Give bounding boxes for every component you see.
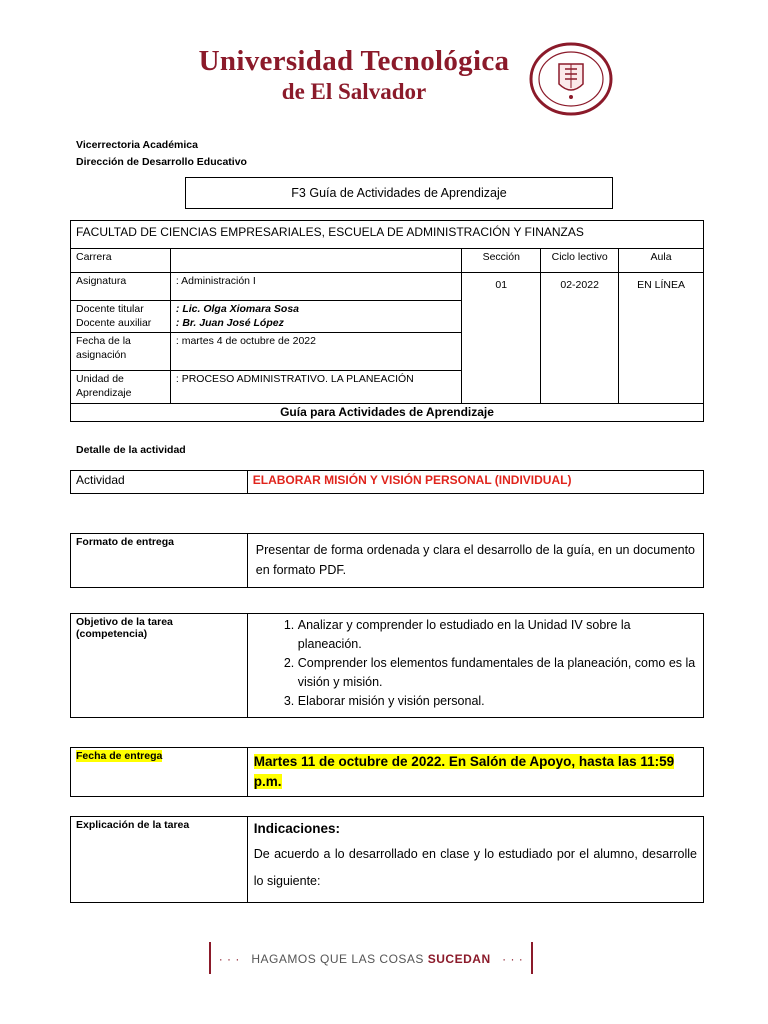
fecha-entrega-table xyxy=(70,747,704,797)
seccion-label: Sección xyxy=(462,249,541,273)
fecha-asignacion-value: : martes 4 de octubre de 2022 xyxy=(170,333,461,371)
ciclo-value: 02-2022 xyxy=(541,273,619,404)
footer-dots-right: · · · xyxy=(502,952,524,966)
fecha-asignacion-label: Fecha de la asignación xyxy=(71,333,171,371)
indicaciones-heading: Indicaciones: xyxy=(253,821,341,836)
asignatura-value: : Administración I xyxy=(170,273,461,301)
direccion-label: Dirección de Desarrollo Educativo xyxy=(76,156,247,169)
fecha-entrega-label: Fecha de entrega xyxy=(76,750,163,762)
footer-slogan xyxy=(212,952,530,966)
carrera-label: Carrera xyxy=(71,249,171,273)
form-title-box xyxy=(185,177,613,209)
fecha-entrega-value: Martes 11 de octubre de 2022. En Salón de Apoyo, hasta las 11:59 p.m. xyxy=(253,754,675,789)
guia-footer: Guía para Actividades de Aprendizaje xyxy=(71,403,704,422)
form-title: F3 Guía de Actividades de Aprendizaje xyxy=(291,186,507,200)
asignatura-label: Asignatura xyxy=(71,273,171,301)
objetivo-label: Objetivo de la tarea (competencia) xyxy=(71,614,248,718)
actividad-label: Actividad xyxy=(71,471,248,494)
objetivo-item: 1. Analizar y comprender lo estudiado en la Unidad IV sobre la planeación. xyxy=(298,616,697,654)
docente-auxiliar-value: Br. Juan José López xyxy=(182,316,284,329)
objetivo-list xyxy=(254,616,697,711)
footer-slogan-text: HAGAMOS QUE LAS COSAS xyxy=(251,952,424,966)
formato-value: Presentar de forma ordenada y clara el desarrollo de la guía, en un documento en formato PDF. xyxy=(247,534,703,588)
vicerrectoria-label: Vicerrectoria Académica xyxy=(76,139,198,151)
course-info-table: FACULTAD DE CIENCIAS EMPRESARIALES, ESCUELA DE ADMINISTRACIÓN Y FINANZAS Carrera Sección Ciclo lectivo Aula Asignatura : Administración I 01 02-2022 EN LÍNEA Docente titular Docente auxiliar : Lic. Olga Xiomara Sosa : Br. Juan José López Fecha de la asignación : martes 4 de octubre de 2022 Unidad de Aprendizaje : PROCESO ADMINISTRATIVO. LA PLANEACIÓN Guía para Actividades de Aprendizaje xyxy=(70,220,704,422)
logo-line1: Universidad Tecnológica xyxy=(198,45,510,77)
aula-label: Aula xyxy=(619,249,704,273)
formato-label: Formato de entrega xyxy=(71,534,248,588)
footer-slogan-emph: SUCEDAN xyxy=(427,952,491,966)
docente-titular-label: Docente titular xyxy=(76,303,144,315)
footer-dots-left: · · · xyxy=(218,952,240,966)
aula-value: EN LÍNEA xyxy=(619,273,704,404)
seccion-value: 01 xyxy=(462,273,541,404)
explicacion-table xyxy=(70,816,704,903)
indicaciones-text: De acuerdo a lo desarrollado en clase y lo estudiado por el alumno, desarrolle lo siguiente: xyxy=(253,847,697,888)
footer-divider-right xyxy=(531,942,533,974)
carrera-value xyxy=(170,249,461,273)
unidad-value: : PROCESO ADMINISTRATIVO. LA PLANEACIÓN xyxy=(170,371,461,403)
formato-table xyxy=(70,533,704,588)
actividad-value: ELABORAR MISIÓN Y VISIÓN PERSONAL (INDIVIDUAL) xyxy=(247,471,703,494)
detalle-heading: Detalle de la actividad xyxy=(76,444,186,456)
objetivo-table xyxy=(70,613,704,718)
docente-auxiliar-label: Docente auxiliar xyxy=(76,316,152,329)
actividad-table xyxy=(70,470,704,494)
docente-titular-value: Lic. Olga Xiomara Sosa xyxy=(182,303,300,315)
unidad-label: Unidad de Aprendizaje xyxy=(71,371,171,403)
ciclo-label: Ciclo lectivo xyxy=(541,249,619,273)
footer-divider-left xyxy=(209,942,211,974)
university-seal-icon xyxy=(528,42,614,116)
logo-line2: de El Salvador xyxy=(281,79,427,104)
objetivo-item: 2. Comprender los elementos fundamentales de la planeación, como es la visión y misión. xyxy=(298,654,697,692)
university-logo-text xyxy=(186,44,522,106)
explicacion-label: Explicación de la tarea xyxy=(71,817,248,903)
objetivo-item: 3. Elaborar misión y visión personal. xyxy=(298,692,697,711)
faculty-cell: FACULTAD DE CIENCIAS EMPRESARIALES, ESCUELA DE ADMINISTRACIÓN Y FINANZAS xyxy=(71,221,704,249)
